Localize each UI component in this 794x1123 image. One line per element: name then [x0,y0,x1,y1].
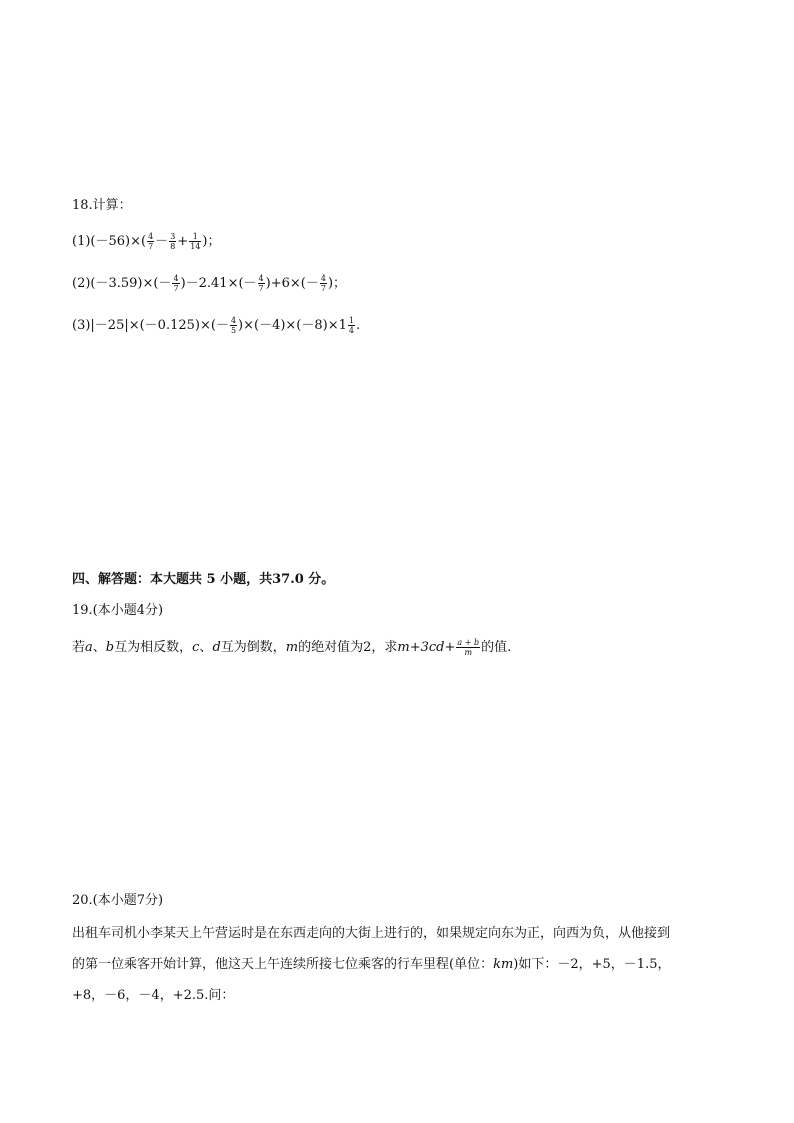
q18-title: 18.计算： [72,198,132,213]
q19-t-f: 的绝对值为2，求 [298,640,398,655]
fraction: $\frac{3}{8}$ [170,232,176,251]
q20-line2-pre: 的第一位乘客开始计算，他这天上午连续所接七位乘客的行车里程(单位： [72,957,494,972]
fraction: $\frac{4}{7}$ [148,232,154,251]
section-heading: 四、解答题：本大题共 5 小题，共37.0 分。 [72,572,335,587]
fraction: $\frac{4}{7}$ [258,274,264,293]
q20-line1: 出租车司机小李某天上午营运时是在东西走向的大街上进行的，如果规定向东为正，向西为负，从他接到 [72,926,671,941]
q19-title: 19.(本小题4分) [72,603,164,618]
q18-p2-post: )； [327,276,347,291]
q19-var-b: b [105,640,115,655]
q19-t-b: 、 [92,640,106,655]
fraction: $\frac{4}{7}$ [173,274,179,293]
fraction: $\frac{1}{4}$ [348,316,354,335]
q20-title: 20.(本小题7分) [72,893,164,908]
q18-p1-pre: (1)(－56)×( [72,234,147,249]
q19-t-e: 互为倒数， [220,640,286,655]
q18-part1 [72,232,220,252]
q18-p1-m1: － [155,234,169,249]
q19-t-g: 的值. [481,640,512,655]
fraction: $\frac{4}{7}$ [320,274,326,293]
fraction: $\frac{a + b}{m}$ [457,638,480,657]
q20-line2-post: )如下：－2，+5，－1.5， [513,957,671,972]
q19-t-a: 若 [72,640,86,655]
q19-var-c: c [192,640,200,655]
q18-p1-post: )； [202,234,221,249]
q18-p3-pre: (3)|－25|×(－0.125)×(－ [72,318,229,333]
q18-p2-pre: (2)(－3.59)×(－ [72,276,172,291]
q19-text [72,638,511,658]
q18-p3-post: . [355,318,361,333]
q18-part2 [72,274,346,294]
fraction: $\frac{1}{14}$ [190,232,201,251]
q19-expr: m+3cd+ [397,640,456,655]
q18-p3-m1: )×(－4)×(－8)×1 [238,318,347,333]
q19-var-m: m [285,640,299,655]
q20-line3: +8，－6，－4，+2.5.问： [72,988,235,1003]
q19-t-c: 互为相反数， [114,640,193,655]
q18-part3 [72,316,360,336]
q20-line2 [72,955,670,975]
q18-p2-m1: )－2.41×(－ [180,276,257,291]
q18-p2-m2: )+6×(－ [265,276,319,291]
q19-t-d: 、 [199,640,213,655]
q20-unit: km [493,957,514,972]
fraction: $\frac{4}{5}$ [230,316,237,335]
q19-var-a: a [85,640,93,655]
q18-p1-m2: + [177,234,189,249]
q19-var-d: d [212,640,221,655]
